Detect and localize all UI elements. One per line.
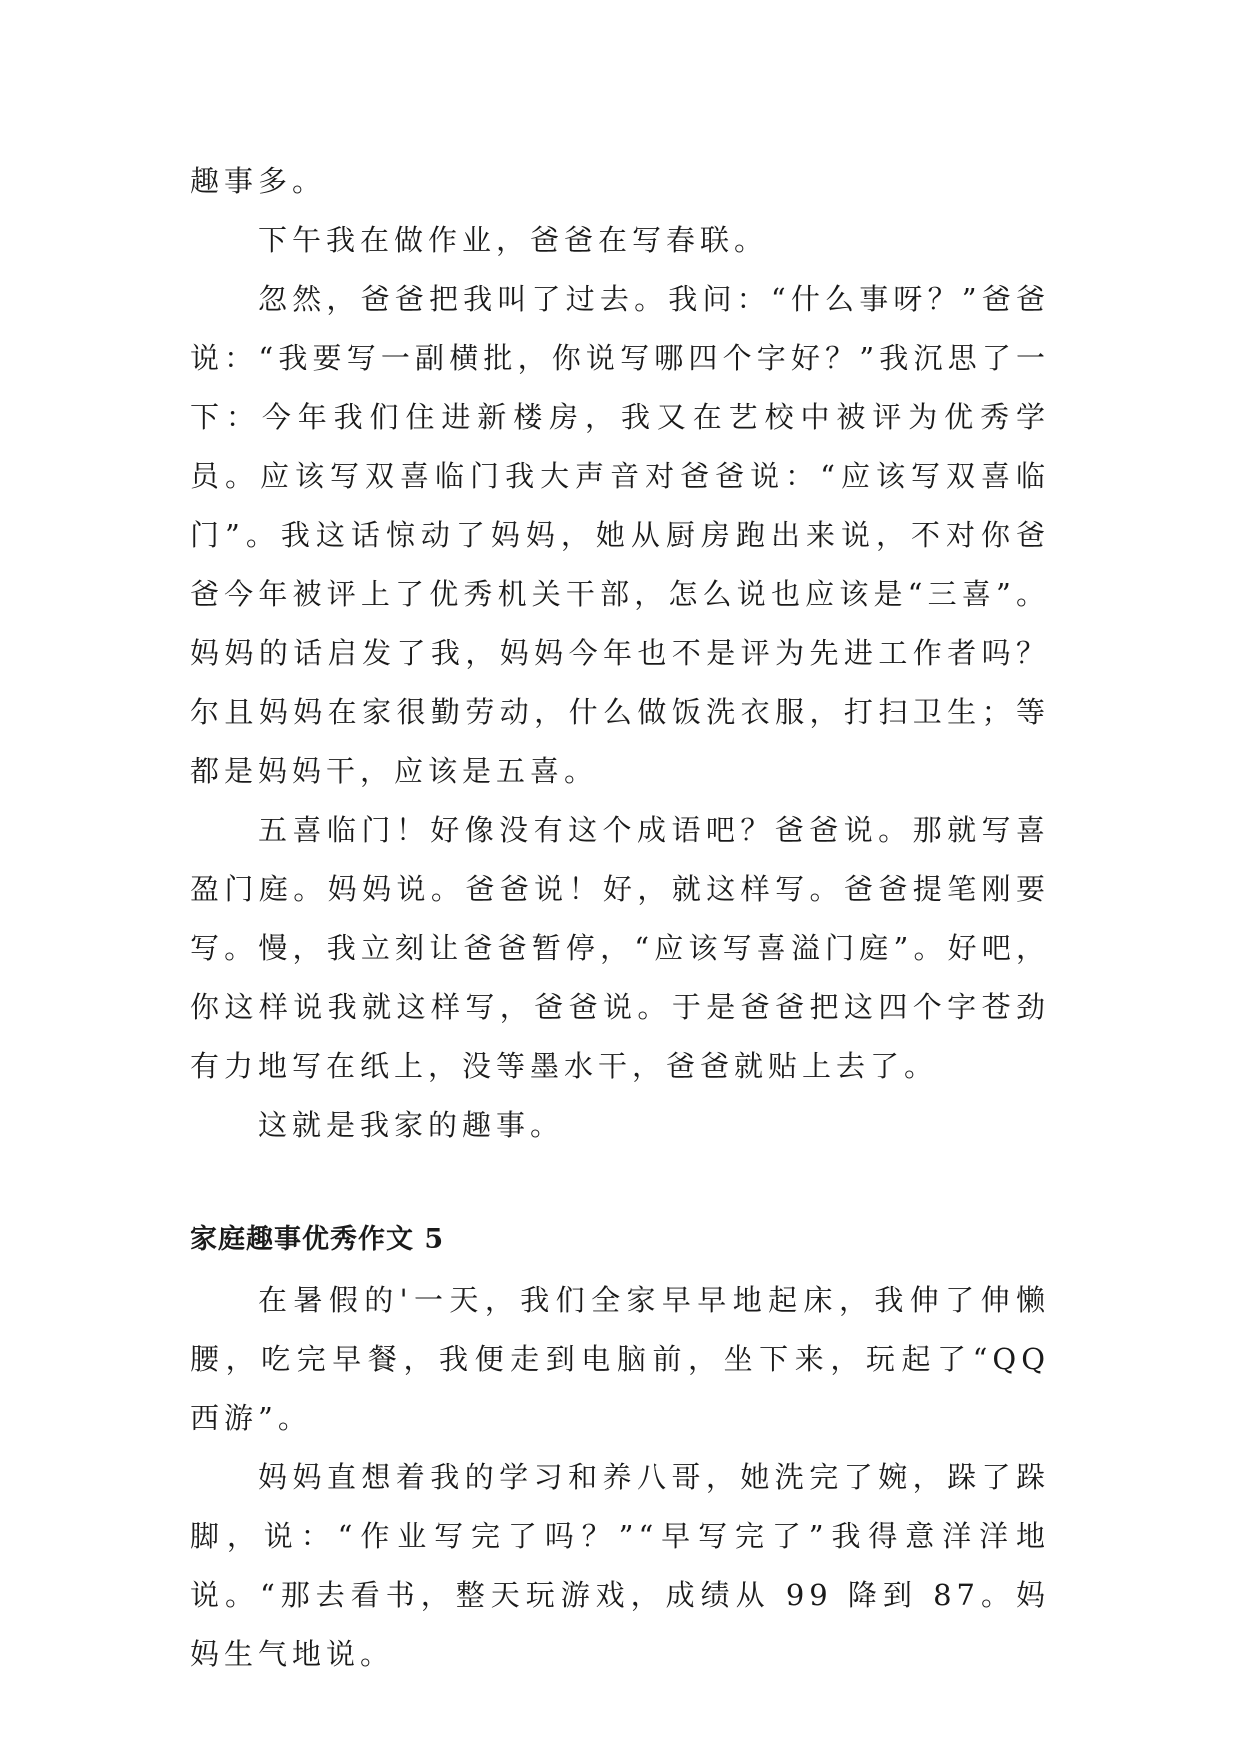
paragraph: 忽然，爸爸把我叫了过去。我问：“什么事呀？”爸爸说：“我要写一副横批，你说写哪四个字好？”我沉思了一下：今年我们住进新楼房，我又在艺校中被评为优秀学员。应该写双喜临门我大声音对爸爸说：“应该写双喜临门”。我这话惊动了妈妈，她从厨房跑出来说，不对你爸爸今年被评上了优秀机关干部，怎么说也应该是“三喜”。妈妈的话启发了我，妈妈今年也不是评为先进工作者吗？尔且妈妈在家很勤劳动，什么做饭洗衣服，打扫卫生；等都是妈妈干，应该是五喜。 — [190, 282, 1050, 788]
document-page — [190, 152, 1050, 1684]
paragraph: 在暑假的'一天，我们全家早早地起床，我伸了伸懒腰，吃完早餐，我便走到电脑前，坐下来，玩起了“QQ 西游”。 — [190, 1283, 1050, 1435]
section-gap — [190, 1155, 1050, 1209]
paragraph: 这就是我家的趣事。 — [258, 1108, 565, 1142]
paragraph: 五喜临门！好像没有这个成语吧？爸爸说。那就写喜盈门庭。妈妈说。爸爸说！好，就这样写。爸爸提笔刚要写。慢，我立刻让爸爸暂停，“应该写喜溢门庭”。好吧，你这样说我就这样写，爸爸说。于是爸爸把这四个字苍劲有力地写在纸上，没等墨水干，爸爸就贴上去了。 — [190, 813, 1050, 1083]
paragraph: 妈妈直想着我的学习和养八哥，她洗完了婉，跺了跺脚，说：“作业写完了吗？”“早写完了”我得意洋洋地说。“那去看书，整天玩游戏，成绩从 99 降到 87。妈妈生气地说。 — [190, 1460, 1050, 1671]
paragraph: 下午我在做作业，爸爸在写春联。 — [258, 223, 769, 257]
paragraph: 趣事多。 — [190, 164, 327, 198]
section-heading: 家庭趣事优秀作文 5 — [190, 1224, 445, 1255]
